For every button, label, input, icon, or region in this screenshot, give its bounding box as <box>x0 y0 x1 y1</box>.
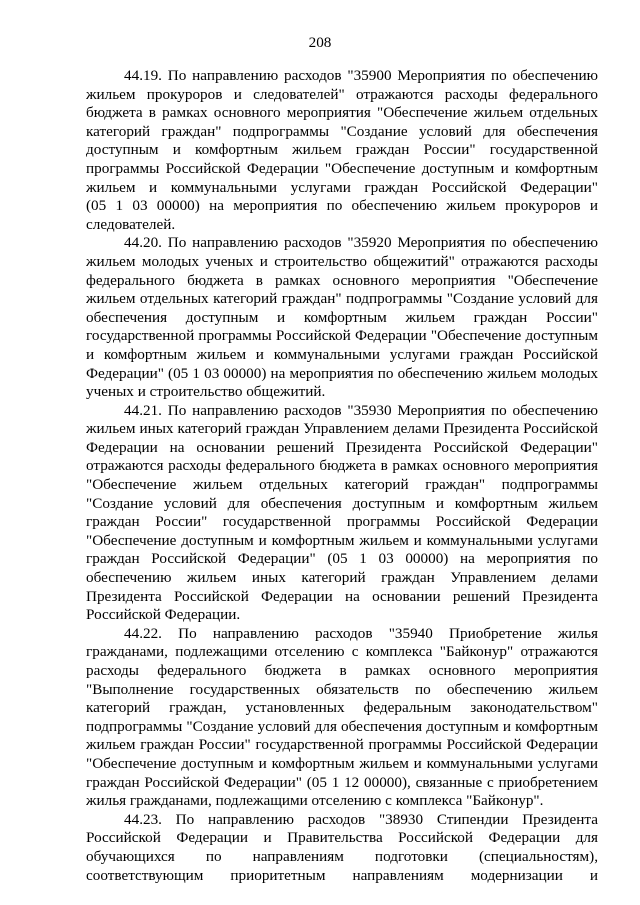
text-line: подпрограммы "Создание условий для обеспечения доступным и комфортным <box>86 717 598 735</box>
paragraph <box>86 625 598 811</box>
text-line: "Создание условий для обеспечения доступным и комфортным жильем <box>86 494 598 512</box>
text-line: граждан Российской Федерации" (05 1 12 00000), связанные с приобретением <box>86 773 598 791</box>
text-line: 44.23. По направлению расходов "38930 Стипендии Президента <box>124 810 598 828</box>
text-line: жильем иных категорий граждан Управлением делами Президента Российской <box>86 420 598 438</box>
text-line: доступным и комфортным жильем граждан России" государственной <box>86 141 598 159</box>
text-line: соответствующим приоритетным направлениям модернизации и <box>86 866 598 884</box>
text-line: жилья гражданами, подлежащими отселению с комплекса "Байконур". <box>86 792 544 810</box>
page-number: 208 <box>308 34 332 51</box>
text-line: Федерации на основании решений Президента Российской Федерации" <box>86 438 598 456</box>
text-line: жильем молодых ученых и строительство общежитий" отражаются расходы <box>86 252 598 270</box>
text-line: граждан России" государственной программы Российской Федерации <box>86 513 598 531</box>
text-line: "Обеспечение доступным и комфортным жильем и коммунальными услугами <box>86 531 598 549</box>
text-line: "Обеспечение доступным и комфортным жильем и коммунальными услугами <box>86 754 598 772</box>
text-line: граждан Российской Федерации" (05 1 03 00000) на мероприятия по <box>86 550 598 568</box>
text-line: расходы федерального бюджета в рамках основного мероприятия <box>86 662 598 679</box>
text-line: обеспечения доступным и комфортным жильем граждан России" <box>86 308 598 326</box>
text-line: гражданами, подлежащими отселению с комплекса "Байконур" отражаются <box>86 643 598 661</box>
text-line: отражаются расходы федерального бюджета в рамках основного мероприятия <box>86 457 598 475</box>
text-line: 44.22. По направлению расходов "35940 Приобретение жилья <box>124 624 598 642</box>
paragraph <box>86 402 598 625</box>
text-line: государственной программы Российской Федерации "Обеспечение доступным <box>86 327 598 345</box>
text-line: "Выполнение государственных обязательств по обеспечению жильем <box>86 680 598 698</box>
text-line: категорий граждан, установленных федеральным законодательством" <box>86 699 598 717</box>
text-line: 44.20. По направлению расходов "35920 Мероприятия по обеспечению <box>124 234 598 252</box>
text-line: (05 1 03 00000) на мероприятия по обеспечению жильем прокуроров и <box>86 197 598 215</box>
text-line: программы Российской Федерации "Обеспечение доступным и комфортным <box>86 159 598 177</box>
text-line: жильем граждан России" государственной программы Российской Федерации <box>86 736 598 754</box>
text-line: и комфортным жильем и коммунальными услугами граждан Российской <box>86 345 598 363</box>
text-line: обеспечению жильем иных категорий граждан Управлением делами <box>86 569 598 587</box>
text-line: Российской Федерации и Правительства Российской Федерации для <box>86 829 598 847</box>
paragraph <box>86 67 598 234</box>
text-line: 44.21. По направлению расходов "35930 Мероприятия по обеспечению <box>124 401 598 419</box>
text-line: жильем и коммунальными услугами граждан Российской Федерации" <box>86 178 598 196</box>
text-line: 44.19. По направлению расходов "35900 Мероприятия по обеспечению <box>124 67 598 84</box>
paragraph <box>86 234 598 401</box>
text-line: бюджета в рамках основного мероприятия "Обеспечение жильем отдельных <box>86 104 598 122</box>
text-line: Российской Федерации. <box>86 606 241 624</box>
document-body <box>86 67 598 885</box>
text-line: категорий граждан" подпрограммы "Создание условий для обеспечения <box>86 122 598 140</box>
text-line: ученых и строительство общежитий. <box>86 383 326 401</box>
paragraph <box>86 811 598 885</box>
text-line: федерального бюджета в рамках основного мероприятия "Обеспечение <box>86 271 598 289</box>
text-line: "Обеспечение жильем отдельных категорий граждан" подпрограммы <box>86 476 598 494</box>
text-line: жильем прокуроров и следователей" отражаются расходы федерального <box>86 85 598 103</box>
text-line: Федерации" (05 1 03 00000) на мероприятия по обеспечению жильем молодых <box>86 364 598 382</box>
text-line: жильем отдельных категорий граждан" подпрограммы "Создание условий для <box>86 290 598 308</box>
text-line: обучающихся по направлениям подготовки (специальностям), <box>86 847 598 865</box>
text-line: следователей. <box>86 215 176 233</box>
text-line: Президента Российской Федерации на основании решений Президента <box>86 587 598 605</box>
